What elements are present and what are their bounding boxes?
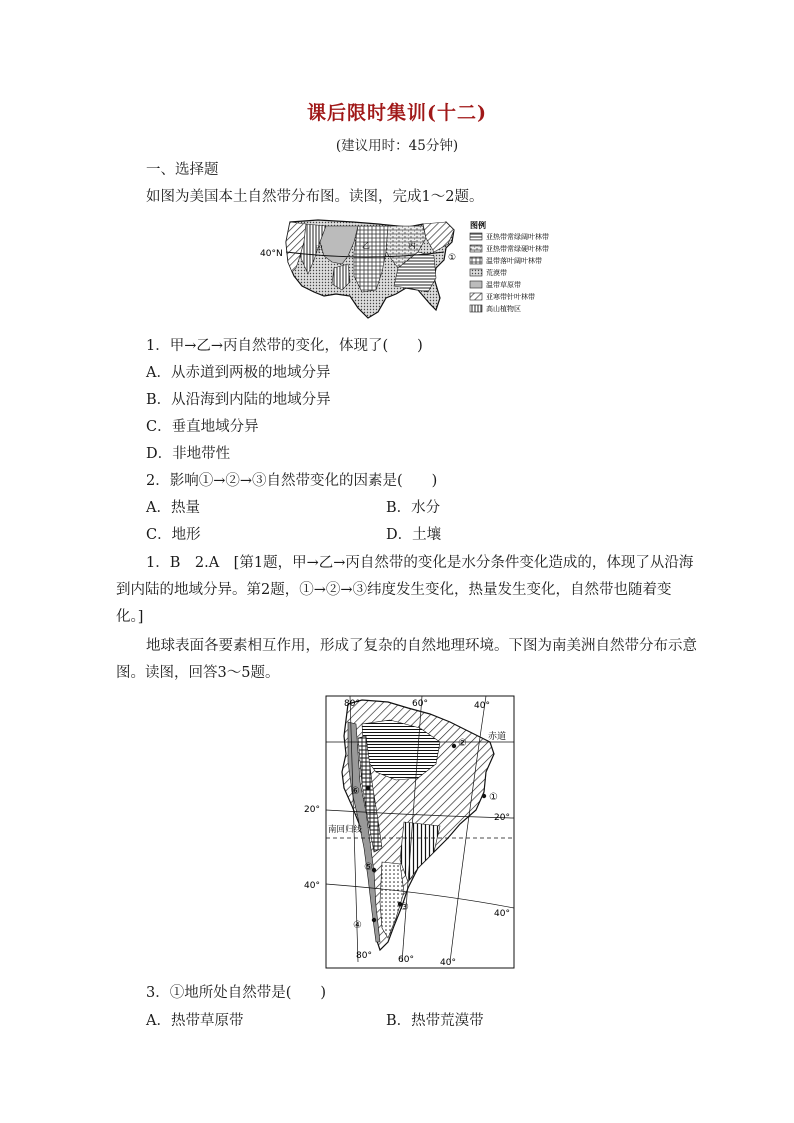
page-title: 课后限时集训(十二) [307,102,487,124]
lat-label-40n: 40°N [260,249,283,259]
lon-label-top-40: 40° [474,701,490,711]
legend-item-5: 温带草原带 [486,281,521,289]
q1-stem: 1．甲→乙→丙自然带的变化，体现了( ) [146,338,423,354]
region-label-yi: 乙 [362,241,370,250]
q2-option-a: A．热量 [146,500,200,516]
lon-label-bottom-40: 40° [440,958,456,968]
region-label-bing: 丙 [408,241,416,250]
marker-6: ⑥ [351,786,360,797]
marker-5: ⑤ [364,862,373,873]
section-heading: 一、选择题 [146,162,219,178]
intro-text-2-line2: 图。读图，回答3～5题。 [116,665,280,681]
legend-title: 图例 [470,221,486,230]
q1-option-c: C．垂直地域分异 [146,419,259,435]
lat-label-left-40: 40° [304,881,320,891]
answer-1-2-line2: 到内陆的地域分异。第2题，①→②→③纬度发生变化，热量发生变化，自然带也随着变 [116,582,672,598]
marker-1: ① [448,253,457,263]
lon-label-bottom-60: 60° [398,955,414,965]
usa-natural-zone-map [258,212,558,324]
q1-option-b: B．从沿海到内陆的地域分异 [146,392,331,408]
legend-item-7: 高山植物区 [486,305,521,313]
q3-option-a: A．热带草原带 [146,1013,244,1029]
legend-item-3: 温带落叶阔叶林带 [486,257,542,265]
region-label-jia: 甲 [315,245,323,254]
legend-item-4: 荒漠带 [486,269,507,277]
south-america-natural-zone-map [300,692,520,972]
marker-3: ③ [400,902,409,913]
equator-label: 赤道 [488,732,507,742]
marker-4: ④ [353,920,362,931]
q2-option-b: B．水分 [386,500,441,516]
legend-item-2: 亚热带常绿硬叶林带 [486,245,549,253]
intro-text-1: 如图为美国本土自然带分布图。读图，完成1～2题。 [146,189,484,205]
lon-label-bottom-80: 80° [356,951,372,961]
q3-option-b: B．热带荒漠带 [386,1013,484,1029]
lat-label-left-20: 20° [304,805,320,815]
lon-label-top-60: 60° [412,699,428,709]
answer-1-2-line3: 化。] [116,609,144,625]
page-subtitle: (建议用时：45分钟) [335,138,459,154]
q3-stem: 3．①地所处自然带是( ) [146,985,327,1001]
q1-option-d: D．非地带性 [146,446,231,462]
q2-option-d: D．土壤 [386,527,442,543]
legend-item-6: 亚寒带针叶林带 [486,293,535,301]
legend-item-1: 亚热带常绿阔叶林带 [486,233,549,241]
intro-text-2-line1: 地球表面各要素相互作用，形成了复杂的自然地理环境。下图为南美洲自然带分布示意 [146,638,697,654]
map1-legend [470,220,549,313]
q2-stem: 2．影响①→②→③自然带变化的因素是( ) [146,473,438,489]
lon-label-top-80: 80° [344,699,360,709]
answer-1-2-line1: 1．B 2.A [第1题，甲→乙→丙自然带的变化是水分条件变化造成的，体现了从沿海 [146,555,694,571]
q2-option-c: C．地形 [146,527,201,543]
marker-2: ② [458,738,467,749]
q1-option-a: A．从赤道到两极的地域分异 [146,365,331,381]
tropic-label: 南回归线 [328,825,363,835]
lat-label-right-40: 40° [494,909,510,919]
marker-1: ① [489,792,498,803]
lat-label-right-20: 20° [494,813,510,823]
